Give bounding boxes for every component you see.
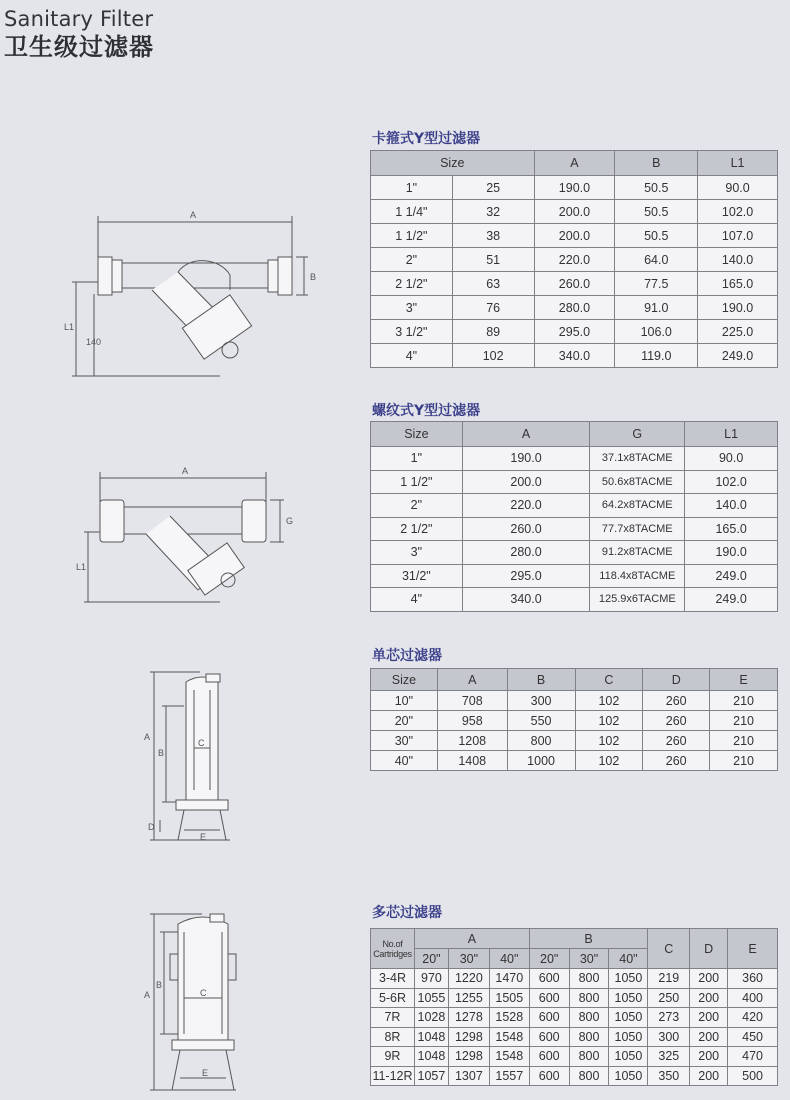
table-cell: 20" [371,711,438,731]
table-row [371,564,778,588]
clamp-y-filter-table [370,150,778,368]
table-cell: 2" [371,248,453,272]
table-cell: 340.0 [462,588,590,612]
single-core-filter-drawing [140,660,250,850]
table-cell: 1" [371,176,453,200]
clamp-y-filter-title: 卡箍式Y型过滤器 [372,131,481,147]
table-cell: 210 [710,751,778,771]
single-core-filter-table [370,668,778,771]
table-cell: 102 [452,344,534,368]
table-cell: 5-6R [371,988,415,1008]
table-cell: 25 [452,176,534,200]
table-cell: 40" [371,751,438,771]
table-row [371,344,778,368]
table-cell: 200.0 [534,224,615,248]
col-header-c: C [648,929,690,969]
table-cell: 140.0 [685,494,778,518]
table-cell: 219 [648,969,690,989]
table-row [371,969,778,989]
table-cell: 200.0 [534,200,615,224]
table-row [371,176,778,200]
table-cell: 190.0 [534,176,615,200]
table-cell: 1548 [489,1047,529,1067]
table-cell: 250 [648,988,690,1008]
header-cartridges-line2: Cartridges [373,948,412,959]
table-cell: 280.0 [462,541,590,565]
col-header-c: C [575,669,643,691]
table-row [371,248,778,272]
table-cell: 1548 [489,1027,529,1047]
clamp-dim-140: 140 [86,337,102,347]
table-cell: 260 [643,731,710,751]
table-cell: 64.2x8TACME [590,494,685,518]
table-cell: 1 1/2" [371,224,453,248]
title-english: Sanitary Filter [4,7,154,31]
table-cell: 2 1/2" [371,517,463,541]
single-core-filter-title: 单芯过滤器 [372,648,442,664]
table-cell: 300 [507,691,575,711]
col-header-e: E [728,929,778,969]
table-cell: 1298 [448,1047,489,1067]
table-row [371,447,778,471]
sub-header-b-20: 20" [529,949,569,969]
table-cell: 102 [575,711,643,731]
multi-dim-b: B [156,980,163,990]
table-cell: 1557 [489,1066,529,1086]
table-cell: 350 [648,1066,690,1086]
table-cell: 200 [690,988,728,1008]
sub-header-a-40: 40" [489,949,529,969]
table-cell: 210 [710,731,778,751]
table-cell: 2 1/2" [371,272,453,296]
table-cell: 600 [529,1047,569,1067]
table-cell: 1208 [437,731,507,751]
table-cell: 800 [569,969,609,989]
table-row [371,494,778,518]
table-cell: 119.0 [615,344,698,368]
table-cell: 295.0 [462,564,590,588]
multi-dim-a: A [144,990,151,1000]
title-chinese: 卫生级过滤器 [4,33,154,61]
table-cell: 210 [710,711,778,731]
multi-core-filter-table [370,928,778,1086]
table-cell: 4" [371,344,453,368]
table-cell: 1057 [414,1066,448,1086]
thread-y-filter-title: 螺纹式Y型过滤器 [372,403,481,419]
table-cell: 37.1x8TACME [590,447,685,471]
table-cell: 340.0 [534,344,615,368]
table-cell: 1528 [489,1008,529,1028]
table-cell: 600 [529,1066,569,1086]
table-cell: 3" [371,296,453,320]
sub-header-b-40: 40" [609,949,648,969]
table-cell: 7R [371,1008,415,1028]
page-title [4,6,154,62]
table-cell: 190.0 [685,541,778,565]
table-cell: 400 [728,988,778,1008]
table-row [371,1047,778,1067]
col-header-size: Size [371,669,438,691]
table-cell: 102 [575,751,643,771]
table-cell: 31/2" [371,564,463,588]
table-cell: 90.0 [685,447,778,471]
table-cell: 102.0 [698,200,778,224]
table-cell: 1278 [448,1008,489,1028]
single-dim-a: A [144,732,151,742]
table-cell: 106.0 [615,320,698,344]
table-cell: 32 [452,200,534,224]
table-cell: 260 [643,691,710,711]
clamp-dim-b: B [310,272,317,282]
single-dim-d: D [148,822,155,832]
table-cell: 1505 [489,988,529,1008]
col-header-size: Size [371,422,463,447]
table-cell: 1 1/2" [371,470,463,494]
table-cell: 1055 [414,988,448,1008]
table-cell: 260 [643,711,710,731]
table-cell: 1000 [507,751,575,771]
single-dim-e: E [200,832,207,842]
table-cell: 102 [575,731,643,751]
table-cell: 89 [452,320,534,344]
table-cell: 600 [529,1027,569,1047]
col-header-e: E [710,669,778,691]
table-cell: 249.0 [698,344,778,368]
table-cell: 450 [728,1027,778,1047]
table-cell: 260.0 [534,272,615,296]
table-cell: 280.0 [534,296,615,320]
table-cell: 77.7x8TACME [590,517,685,541]
multi-core-filter-drawing [140,902,250,1094]
table-cell: 200 [690,969,728,989]
table-cell: 3-4R [371,969,415,989]
thread-y-filter-table [370,421,778,612]
clamp-dim-l1: L1 [64,322,75,332]
table-cell: 102.0 [685,470,778,494]
col-header-b: B [507,669,575,691]
table-cell: 800 [569,1008,609,1028]
col-header-b: B [615,151,698,176]
table-cell: 1408 [437,751,507,771]
col-header-g: G [590,422,685,447]
table-cell: 360 [728,969,778,989]
thread-dim-a: A [182,466,189,476]
table-row [371,691,778,711]
table-cell: 500 [728,1066,778,1086]
sub-header-b-30: 30" [569,949,609,969]
table-cell: 190.0 [698,296,778,320]
table-cell: 200.0 [462,470,590,494]
table-cell: 800 [569,1047,609,1067]
table-row [371,320,778,344]
col-header-a: A [437,669,507,691]
table-cell: 3 1/2" [371,320,453,344]
table-row [371,751,778,771]
table-cell: 102 [575,691,643,711]
table-cell: 51 [452,248,534,272]
single-dim-c: C [198,738,205,748]
table-cell: 118.4x8TACME [590,564,685,588]
multi-dim-c: C [200,988,207,998]
table-cell: 300 [648,1027,690,1047]
table-cell: 800 [569,1066,609,1086]
table-cell: 1255 [448,988,489,1008]
table-cell: 225.0 [698,320,778,344]
col-header-b: B [529,929,648,949]
table-cell: 91.0 [615,296,698,320]
table-cell: 190.0 [462,447,590,471]
table-row [371,1008,778,1028]
table-cell: 1028 [414,1008,448,1028]
table-cell: 210 [710,691,778,711]
table-cell: 63 [452,272,534,296]
table-cell: 200 [690,1066,728,1086]
table-cell: 3" [371,541,463,565]
table-cell: 800 [569,988,609,1008]
table-cell: 220.0 [462,494,590,518]
table-cell: 470 [728,1047,778,1067]
clamp-y-filter-drawing [60,200,320,390]
table-row [371,588,778,612]
table-cell: 1 1/4" [371,200,453,224]
table-cell: 249.0 [685,564,778,588]
table-cell: 200 [690,1047,728,1067]
table-row [371,731,778,751]
table-cell: 325 [648,1047,690,1067]
table-cell: 90.0 [698,176,778,200]
table-cell: 220.0 [534,248,615,272]
table-cell: 1307 [448,1066,489,1086]
table-cell: 1" [371,447,463,471]
table-cell: 1470 [489,969,529,989]
table-cell: 165.0 [698,272,778,296]
table-cell: 11-12R [371,1066,415,1086]
table-cell: 91.2x8TACME [590,541,685,565]
table-cell: 260.0 [462,517,590,541]
table-cell: 1048 [414,1047,448,1067]
table-cell: 200 [690,1008,728,1028]
table-row [371,711,778,731]
col-header-a: A [534,151,615,176]
table-cell: 958 [437,711,507,731]
header-cartridges-line1: No.of [382,938,403,949]
table-cell: 76 [452,296,534,320]
table-cell: 64.0 [615,248,698,272]
table-cell: 4" [371,588,463,612]
table-cell: 420 [728,1008,778,1028]
table-cell: 107.0 [698,224,778,248]
table-row [371,988,778,1008]
table-cell: 30" [371,731,438,751]
col-header-size: Size [371,151,535,176]
table-cell: 273 [648,1008,690,1028]
table-cell: 50.5 [615,224,698,248]
table-cell: 1050 [609,1066,648,1086]
table-cell: 50.5 [615,200,698,224]
table-cell: 50.5 [615,176,698,200]
table-cell: 295.0 [534,320,615,344]
table-cell: 600 [529,969,569,989]
table-cell: 8R [371,1027,415,1047]
table-cell: 800 [507,731,575,751]
table-cell: 165.0 [685,517,778,541]
table-row [371,541,778,565]
table-cell: 260 [643,751,710,771]
table-cell: 800 [569,1027,609,1047]
table-cell: 708 [437,691,507,711]
table-cell: 125.9x6TACME [590,588,685,612]
thread-y-filter-drawing [70,462,310,612]
table-row [371,470,778,494]
col-header-cartridges [371,929,415,969]
col-header-l1: L1 [685,422,778,447]
table-cell: 140.0 [698,248,778,272]
thread-dim-l1: L1 [76,562,87,572]
table-row [371,296,778,320]
col-header-d: D [690,929,728,969]
table-cell: 50.6x8TACME [590,470,685,494]
table-cell: 600 [529,1008,569,1028]
table-cell: 200 [690,1027,728,1047]
table-row [371,517,778,541]
multi-core-filter-title: 多芯过滤器 [372,905,442,921]
table-cell: 1050 [609,969,648,989]
thread-dim-g: G [286,516,294,526]
table-row [371,1027,778,1047]
table-cell: 1048 [414,1027,448,1047]
table-row [371,272,778,296]
table-cell: 600 [529,988,569,1008]
sub-header-a-30: 30" [448,949,489,969]
table-cell: 1298 [448,1027,489,1047]
table-cell: 1220 [448,969,489,989]
table-cell: 1050 [609,988,648,1008]
table-cell: 1050 [609,1008,648,1028]
table-cell: 38 [452,224,534,248]
col-header-a: A [462,422,590,447]
table-cell: 970 [414,969,448,989]
table-cell: 77.5 [615,272,698,296]
multi-dim-e: E [202,1068,209,1078]
table-cell: 249.0 [685,588,778,612]
col-header-d: D [643,669,710,691]
table-cell: 9R [371,1047,415,1067]
table-cell: 1050 [609,1047,648,1067]
single-dim-b: B [158,748,165,758]
clamp-dim-a: A [190,210,197,220]
col-header-a: A [414,929,529,949]
sub-header-a-20: 20" [414,949,448,969]
table-cell: 10" [371,691,438,711]
table-cell: 2" [371,494,463,518]
table-row [371,200,778,224]
col-header-l1: L1 [698,151,778,176]
table-cell: 550 [507,711,575,731]
table-row [371,1066,778,1086]
table-cell: 1050 [609,1027,648,1047]
table-row [371,224,778,248]
